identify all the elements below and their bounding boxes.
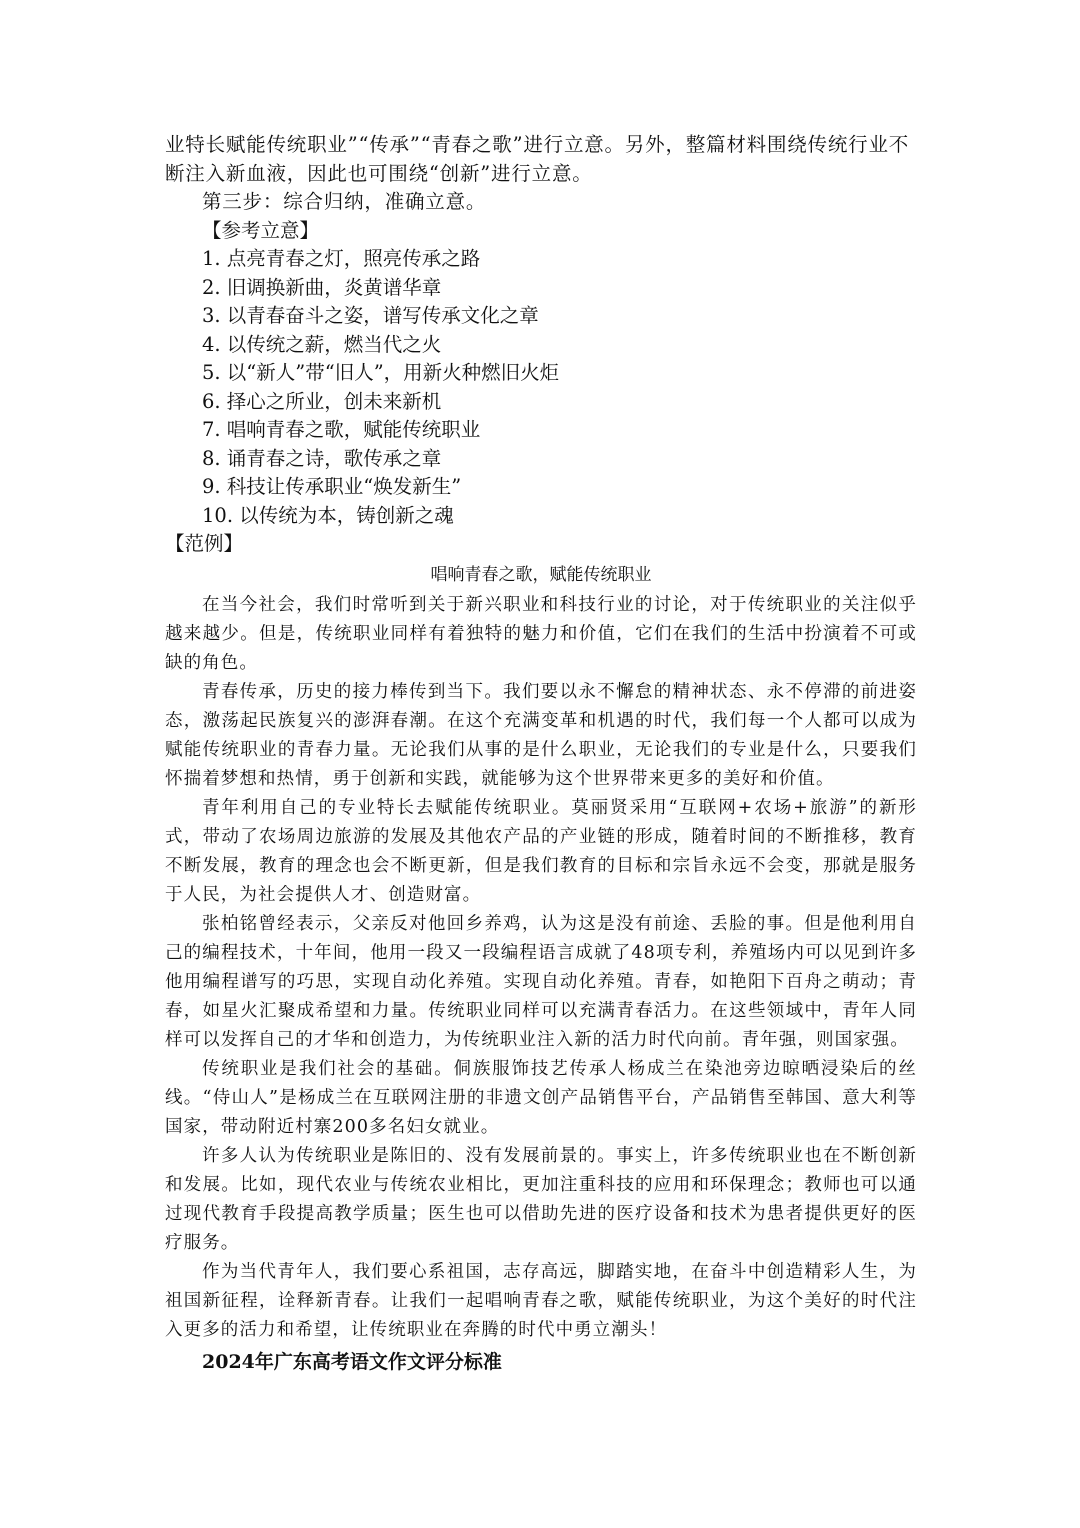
idea-item: 9. 科技让传承职业“焕发新生”: [202, 475, 462, 498]
idea-item: 8. 诵青春之诗，歌传承之章: [202, 446, 442, 470]
essay-paragraph: 青春传承，历史的接力棒传到当下。我们要以永不懈怠的精神状态、永不停滞的前进姿态，激荡起民族复兴的澎湃春潮。在这个充满变革和机遇的时代，我们每一个人都可以成为赋能传统职业的青春力量。无论我们从事的是什么职业，无论我们的专业是什么，只要我们怀揣着梦想和热情，勇于创新和实践，就能够为这个世界带来更多的美好和价值。: [165, 681, 917, 789]
essay-paragraph: 在当今社会，我们时常听到关于新兴职业和科技行业的讨论，对于传统职业的关注似乎越来越少。但是，传统职业同样有着独特的魅力和价值，它们在我们的生活中扮演着不可或缺的角色。: [165, 594, 917, 673]
essay-title: 唱响青春之歌，赋能传统职业: [430, 564, 652, 585]
essay-paragraph: 青年利用自己的专业特长去赋能传统职业。莫丽贤采用“互联网+农场+旅游”的新形式，带动了农场周边旅游的发展及其他农产品的产业链的形成，随着时间的不断推移，教育不断发展，教育的理念也会不断更新，但是我们教育的目标和宗旨永远不会变，那就是服务于人民，为社会提供人才、创造财富。: [165, 797, 917, 905]
idea-item: 6. 择心之所业，创未来新机: [202, 389, 442, 413]
idea-item: 4. 以传统之薪，燃当代之火: [202, 332, 442, 356]
essay-body: [165, 591, 917, 1345]
essay-paragraph: 张柏铭曾经表示，父亲反对他回乡养鸡，认为这是没有前途、丢脸的事。但是他利用自己的编程技术，十年间，他用一段又一段编程语言成就了48项专利，养殖场内可以见到许多他用编程谱写的巧思，实现自动化养殖。实现自动化养殖。青春，如艳阳下百舟之萌动；青春，如星火汇聚成希望和力量。传统职业同样可以充满青春活力。在这些领域中，青年人同样可以发挥自己的才华和创造力，为传统职业注入新的活力时代向前。青年强，则国家强。: [165, 913, 917, 1050]
essay-paragraph: 许多人认为传统职业是陈旧的、没有发展前景的。事实上，许多传统职业也在不断创新和发展。比如，现代农业与传统农业相比，更加注重科技的应用和环保理念；教师也可以通过现代教育手段提高教学质量；医生也可以借助先进的医疗设备和技术为患者提供更好的医疗服务。: [165, 1145, 917, 1253]
essay-paragraph: 作为当代青年人，我们要心系祖国，志存高远，脚踏实地，在奋斗中创造精彩人生，为祖国新征程，诠释新青春。让我们一起唱响青春之歌，赋能传统职业，为这个美好的时代注入更多的活力和希望，让传统职业在奔腾的时代中勇立潮头！: [165, 1261, 917, 1340]
essay-paragraph: 传统职业是我们社会的基础。侗族服饰技艺传承人杨成兰在染池旁边晾晒浸染后的丝线。“侍山人”是杨成兰在互联网注册的非遗文创产品销售平台，产品销售至韩国、意大利等国家，带动附近村寨200多名妇女就业。: [165, 1058, 917, 1137]
idea-item: 7. 唱响青春之歌，赋能传统职业: [202, 418, 481, 441]
intro-section: [165, 131, 917, 217]
idea-item: 3. 以青春奋斗之姿，谱写传承文化之章: [202, 304, 539, 327]
section-title: 2024年广东高考语文作文评分标准: [202, 1350, 502, 1373]
step-three-line: 第三步：综合归纳，准确立意。: [202, 190, 487, 213]
idea-item: 1. 点亮青春之灯，照亮传承之路: [202, 247, 481, 270]
intro-paragraph: 业特长赋能传统职业”“传承”“青春之歌”进行立意。另外，整篇材料围绕传统行业不断注入新血液，因此也可围绕“创新”进行立意。: [165, 133, 910, 185]
document-body: [165, 131, 917, 1377]
idea-item: 10. 以传统为本，铸创新之魂: [202, 503, 454, 527]
idea-item: 5. 以“新人”带“旧人”，用新火种燃旧火炬: [202, 361, 560, 384]
reference-ideas-list: [165, 245, 917, 530]
idea-item: 2. 旧调换新曲，炎黄谱华章: [202, 275, 442, 299]
example-heading: 【范例】: [165, 532, 244, 555]
reference-heading: 【参考立意】: [202, 218, 320, 242]
